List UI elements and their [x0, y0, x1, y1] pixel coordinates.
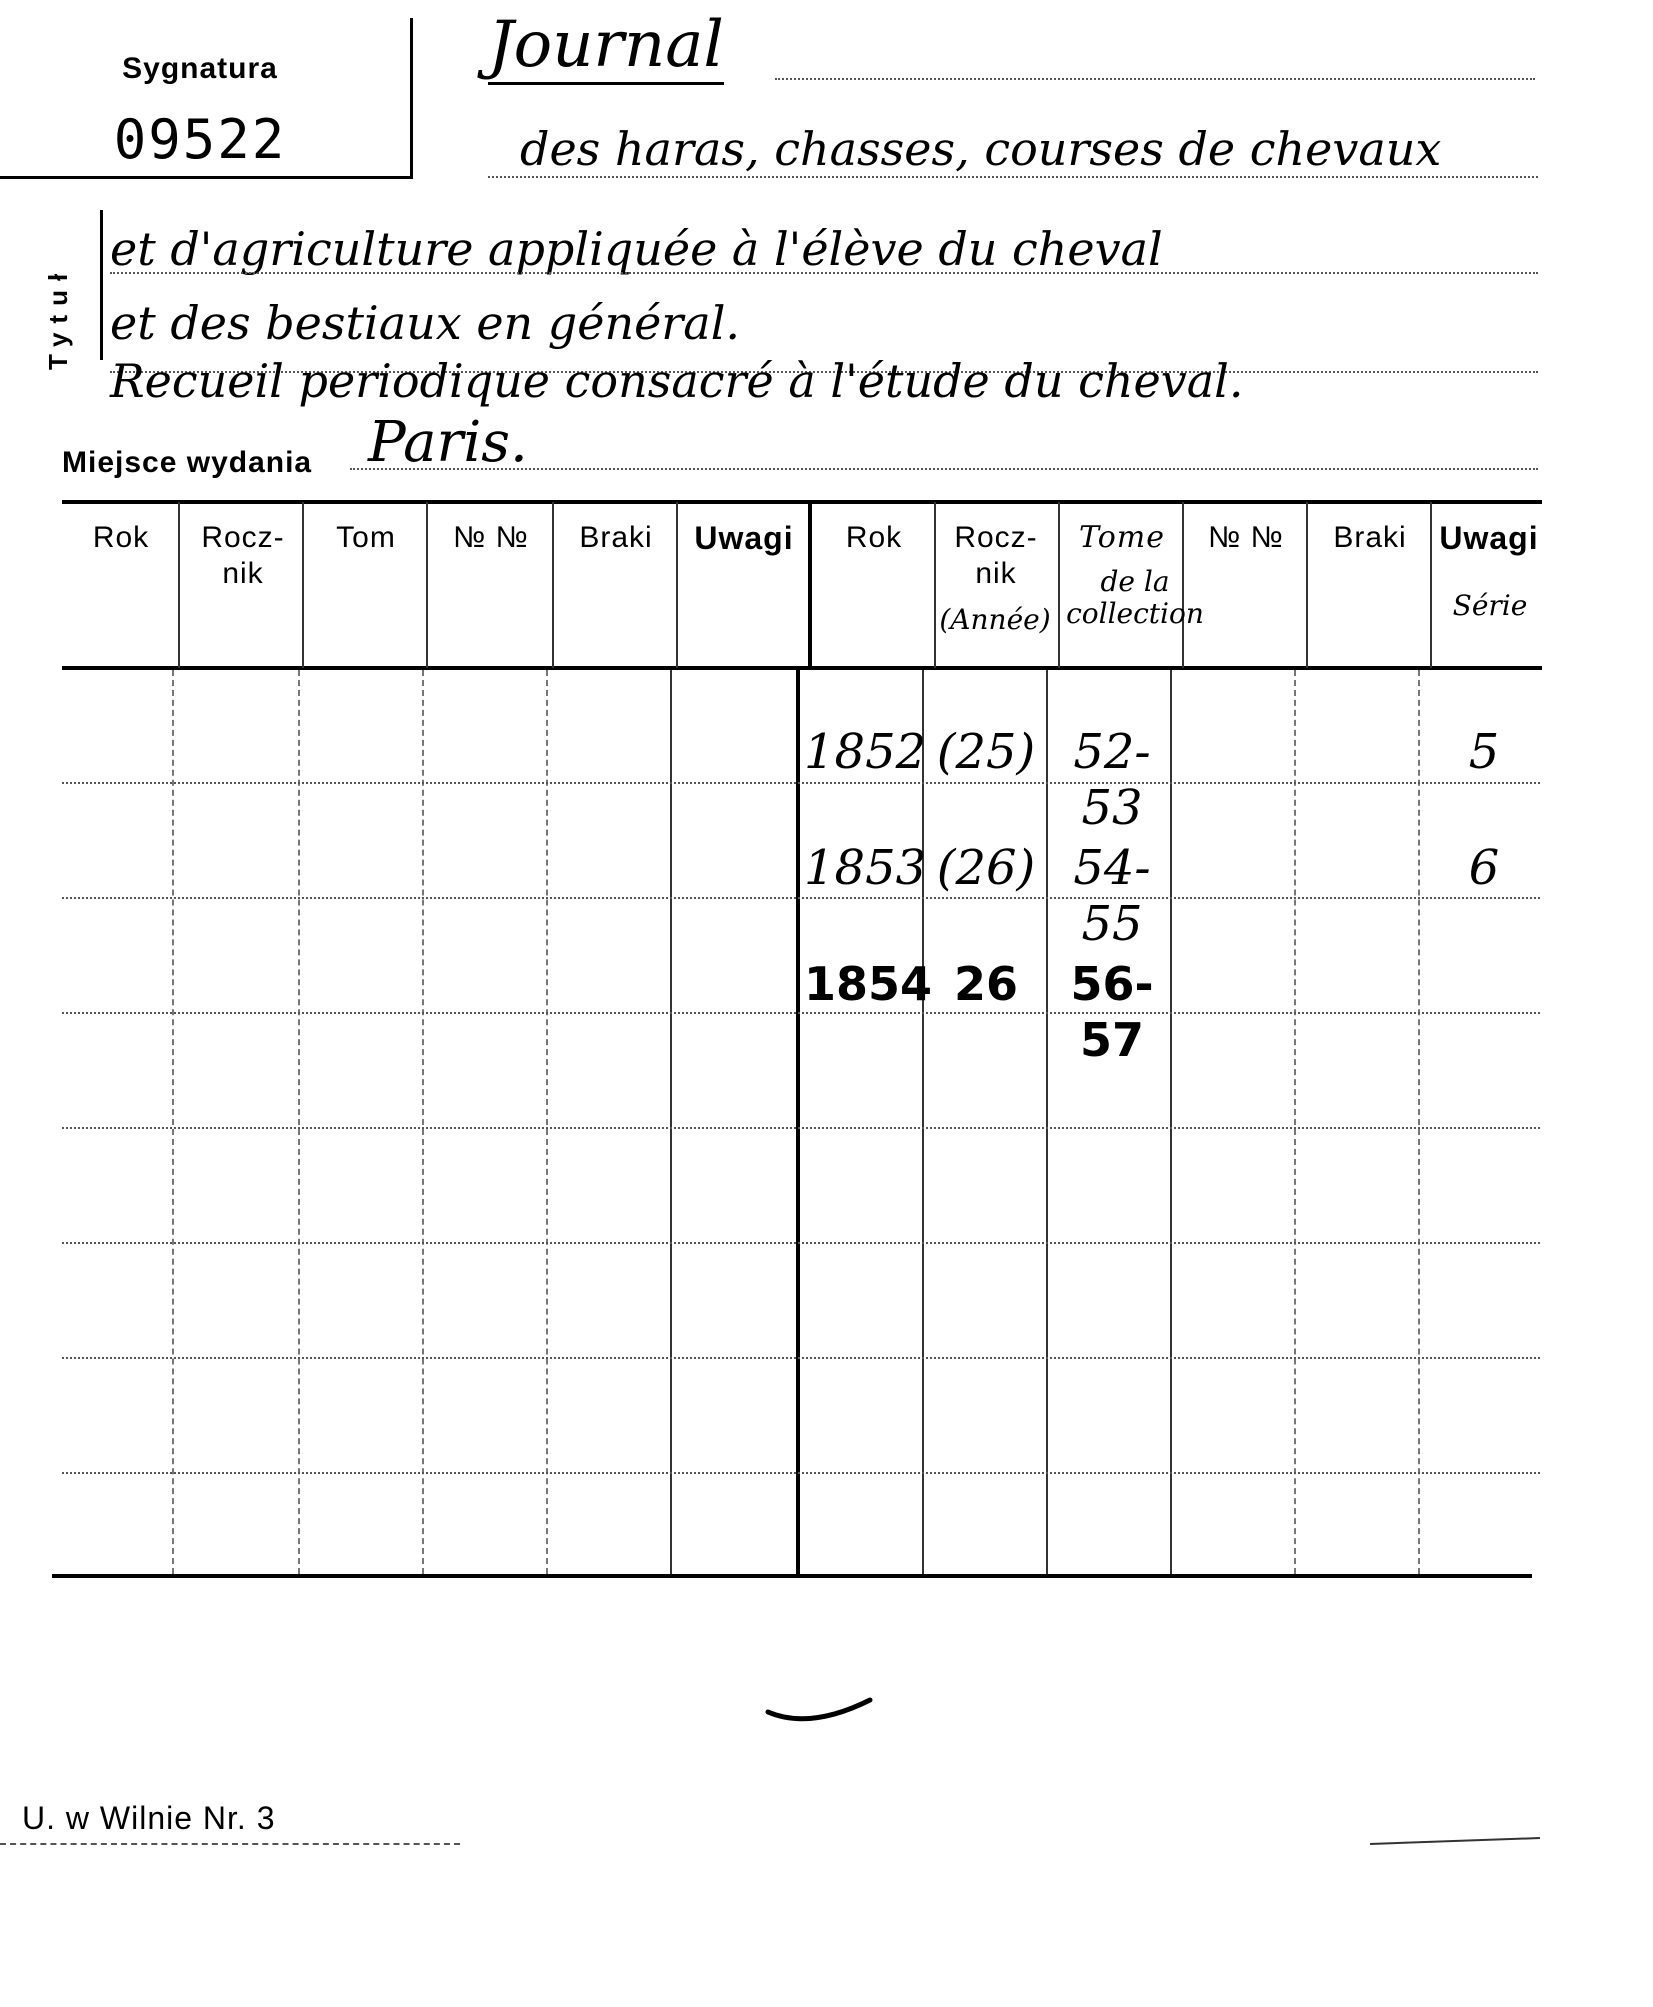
footer-label: U. w Wilnie Nr. 3 [22, 1800, 276, 1836]
header-tom-left: Tom [336, 521, 396, 554]
header-uwagi-left: Uwagi [694, 520, 794, 556]
row-line-7 [62, 1472, 1540, 1474]
row-line-1 [62, 782, 1540, 784]
body-col-divider-10 [1294, 670, 1296, 1574]
title-line-4: Recueil periodique consacré à l'étude du cheval. [110, 354, 1244, 408]
col-divider-11 [1430, 502, 1432, 668]
body-col-divider-1 [172, 670, 174, 1574]
row-3-rocznik: 26 [953, 957, 1018, 1011]
row-line-2 [62, 897, 1540, 899]
row-line-6 [62, 1357, 1540, 1359]
place-label: Miejsce wydania [62, 446, 313, 479]
row-1-uwagi: 5 [1468, 724, 1500, 780]
header-note-serie: Série [1452, 589, 1528, 622]
col-divider-center [808, 502, 812, 666]
row-2-tome: 54-55 [1073, 840, 1151, 952]
signature-stroke [1370, 1837, 1540, 1845]
body-col-divider-4 [546, 670, 548, 1574]
title-line-2: et d'agriculture appliquée à l'élève du cheval [110, 222, 1163, 276]
body-col-divider-2 [298, 670, 300, 1574]
header-rok-left: Rok [92, 521, 150, 554]
title-line-3: et des bestiaux en général. [110, 296, 741, 350]
row-1-tome: 52-53 [1073, 724, 1151, 836]
col-divider-3 [426, 502, 428, 668]
title-dotted-line-1 [775, 78, 1535, 80]
footer-line [0, 1843, 460, 1845]
body-col-divider-3 [422, 670, 424, 1574]
title-bracket [100, 210, 103, 360]
col-divider-7 [934, 502, 936, 668]
body-col-divider-center [796, 670, 800, 1574]
header-uwagi-right: Uwagi [1439, 520, 1539, 556]
row-2-rocznik: (26) [936, 840, 1036, 896]
place-value: Paris. [368, 410, 528, 475]
col-divider-2 [302, 502, 304, 668]
col-divider-5 [676, 502, 678, 668]
col-divider-10 [1306, 502, 1308, 668]
title-dotted-line-3 [110, 272, 1538, 274]
title-line-1: des haras, chasses, courses de chevaux [520, 122, 1442, 176]
col-divider-4 [552, 502, 554, 668]
header-tome-right: Tome [1079, 520, 1165, 555]
body-col-divider-11 [1418, 670, 1420, 1574]
row-2-rok: 1853 [804, 840, 927, 896]
body-col-divider-5 [670, 670, 672, 1574]
header-numbers-left: № № [453, 521, 529, 554]
body-col-divider-8 [1046, 670, 1048, 1574]
title-dotted-line-2 [488, 176, 1538, 178]
header-rocznik-left: Rocz- nik [201, 521, 285, 590]
decorative-arc-mark [760, 1690, 880, 1740]
header-note-annee: (Année) [939, 603, 1051, 636]
table-header-rule [62, 666, 1542, 670]
signature-value: 09522 [113, 108, 287, 171]
row-2-uwagi: 6 [1468, 840, 1500, 896]
col-divider-1 [178, 502, 180, 668]
signature-box [0, 18, 413, 179]
row-1-rocznik: (25) [936, 724, 1036, 780]
table-bottom-rule [52, 1574, 1532, 1578]
header-note-collection: de la collection [1066, 565, 1204, 630]
row-line-5 [62, 1242, 1540, 1244]
row-3-tome: 56-57 [1070, 957, 1154, 1067]
row-line-4 [62, 1127, 1540, 1129]
row-3-rok: 1854 [804, 957, 933, 1011]
header-numbers-right: № № [1208, 521, 1284, 554]
title-label: Tytuł [43, 264, 73, 370]
body-col-divider-7 [922, 670, 924, 1574]
row-1-rok: 1852 [804, 724, 927, 780]
header-rocznik-right: Rocz- nik [954, 521, 1038, 590]
signature-label: Sygnatura [122, 52, 278, 85]
header-braki-right: Braki [1333, 521, 1407, 554]
header-rok-right: Rok [845, 521, 903, 554]
title-journal: Journal [488, 8, 724, 85]
header-braki-left: Braki [579, 521, 653, 554]
place-dotted-line [350, 468, 1538, 470]
table-top-rule [62, 500, 1542, 504]
row-line-3 [62, 1012, 1540, 1014]
